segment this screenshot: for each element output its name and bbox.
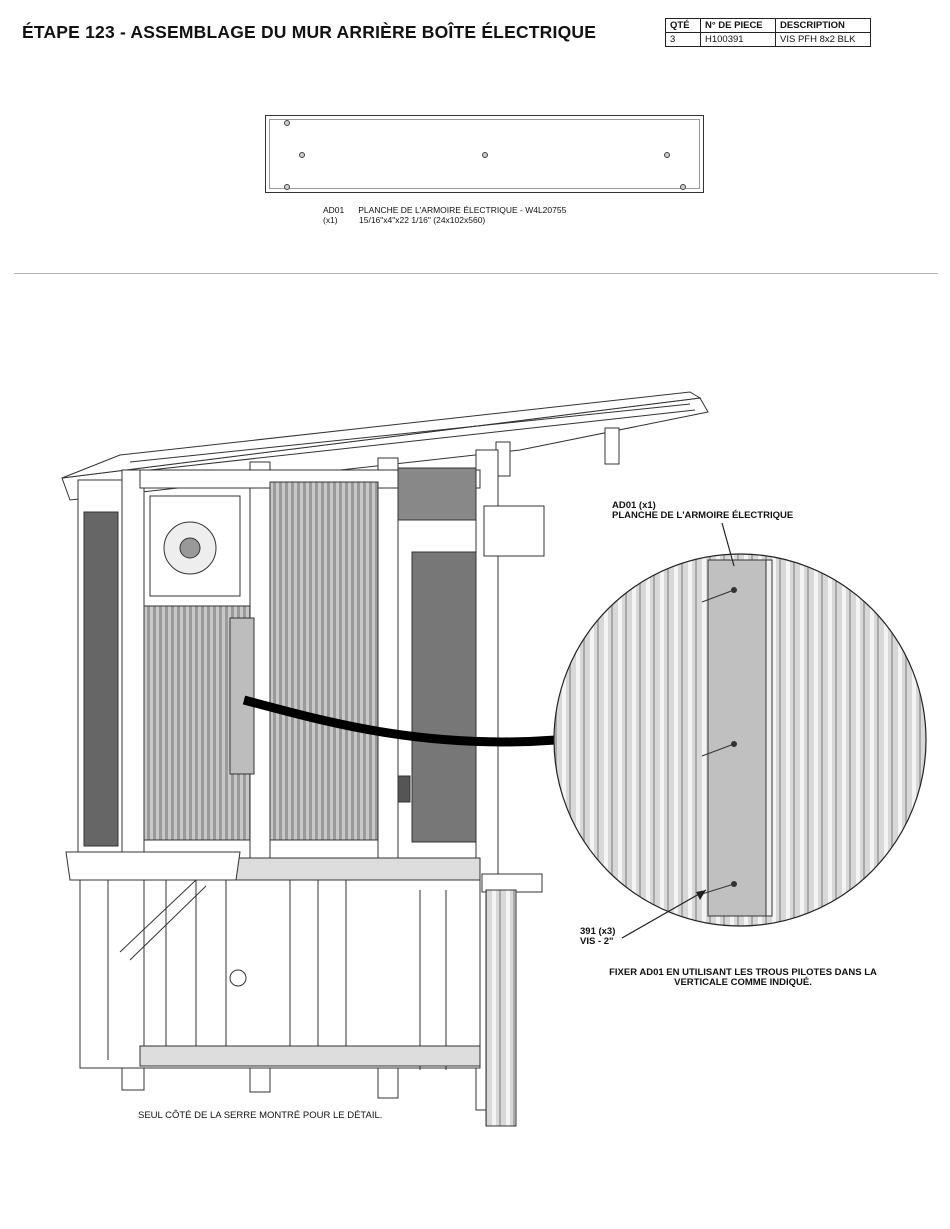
callout-screws-qty: 391 (x3) [580, 926, 616, 937]
zoom-detail [550, 550, 930, 930]
callout-ad01-name: PLANCHE DE L'ARMOIRE ÉLECTRIQUE [612, 510, 794, 521]
header-part-number: N° DE PIECE [701, 19, 776, 33]
main-frame [66, 450, 544, 1126]
callout-screws-name: VIS - 2" [580, 936, 614, 947]
cell-part-number: H100391 [701, 33, 776, 47]
callout-ad01-qty: AD01 (x1) [612, 500, 656, 511]
footer-note: SEUL CÔTÉ DE LA SERRE MONTRÉ POUR LE DÉTAIL. [138, 1110, 383, 1121]
callout-screws [580, 927, 615, 947]
part-qty: (x1) [323, 215, 338, 225]
cell-description: VIS PFH 8x2 BLK [776, 33, 871, 47]
page-title: ÉTAPE 123 - ASSEMBLAGE DU MUR ARRIÈRE BOÎTE ÉLECTRIQUE [22, 22, 597, 42]
header-qty: QTÉ [666, 19, 701, 33]
cell-qty: 3 [666, 33, 701, 47]
left-wall [78, 480, 124, 852]
header-description: DESCRIPTION [776, 19, 871, 33]
part-code: AD01 [323, 205, 345, 215]
part-dimensions: 15/16"x4"x22 1/16" (24x102x560) [359, 215, 486, 225]
instruction-note: FIXER AD01 EN UTILISANT LES TROUS PILOTES DANS LA VERTICALE COMME INDIQUÉ. [609, 967, 877, 988]
part-name: PLANCHE DE L'ARMOIRE ÉLECTRIQUE - W4L20755 [358, 205, 567, 215]
callout-ad01 [612, 501, 793, 521]
